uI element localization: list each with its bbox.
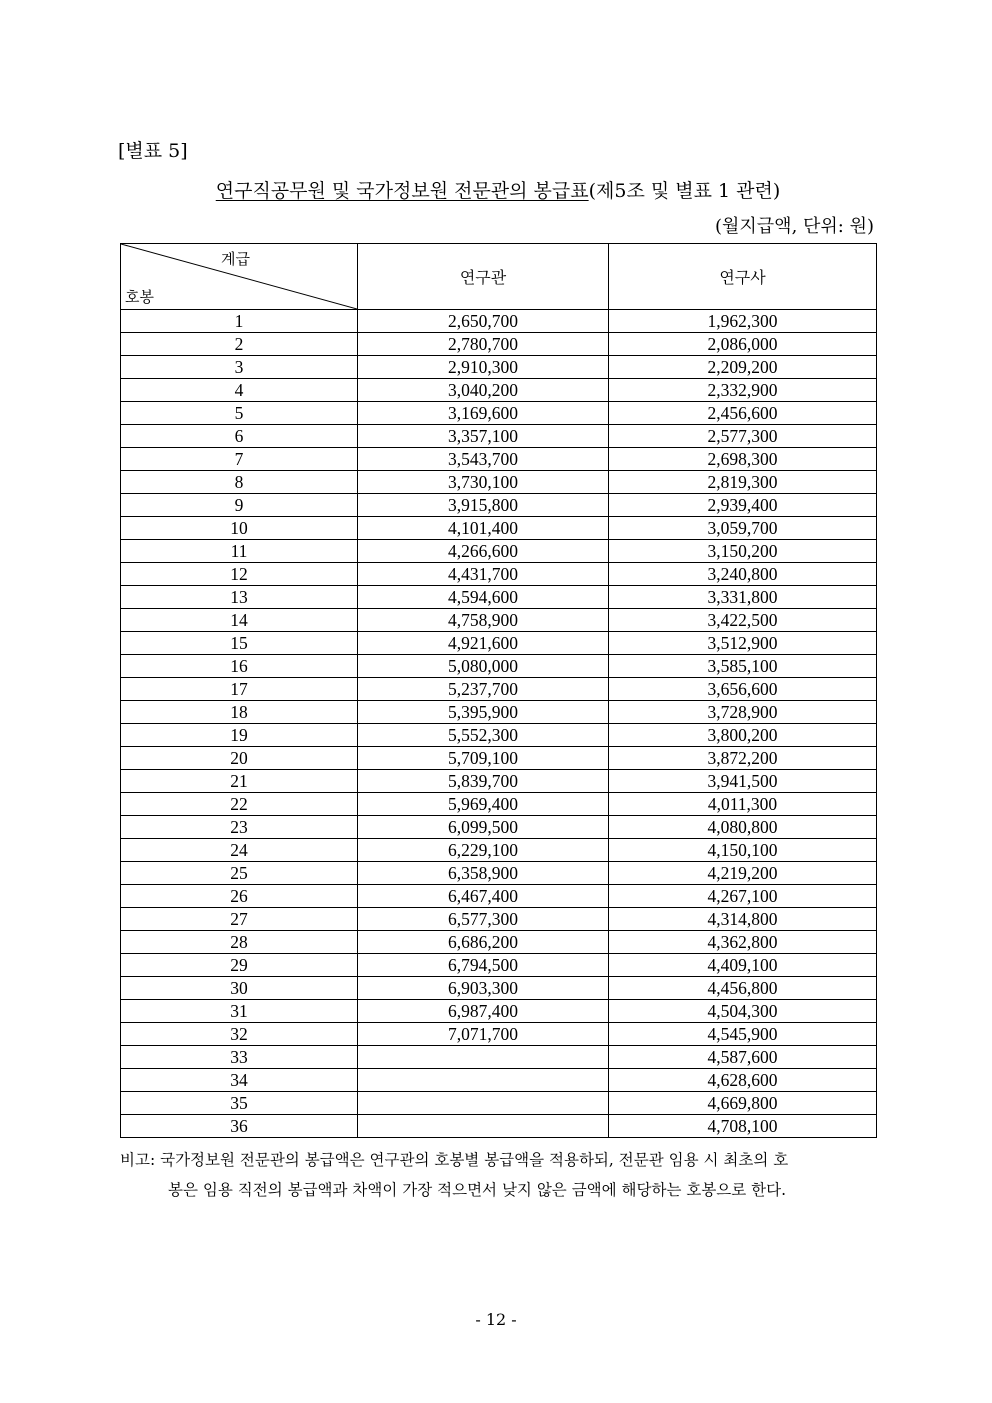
assistant-salary-cell: 4,628,600: [609, 1069, 877, 1092]
assistant-salary-cell: 4,708,100: [609, 1115, 877, 1138]
step-cell: 23: [121, 816, 358, 839]
table-row: [121, 1092, 877, 1115]
step-cell: 17: [121, 678, 358, 701]
table-row: [121, 494, 877, 517]
table-row: [121, 1000, 877, 1023]
table-row: [121, 977, 877, 1000]
assistant-salary-cell: 3,150,200: [609, 540, 877, 563]
researcher-salary-cell: [358, 1069, 609, 1092]
researcher-salary-cell: 3,040,200: [358, 379, 609, 402]
researcher-salary-cell: 5,839,700: [358, 770, 609, 793]
step-cell: 4: [121, 379, 358, 402]
researcher-salary-cell: 6,577,300: [358, 908, 609, 931]
table-row: [121, 816, 877, 839]
researcher-salary-cell: 4,266,600: [358, 540, 609, 563]
table-row: [121, 609, 877, 632]
assistant-salary-cell: 2,819,300: [609, 471, 877, 494]
step-cell: 30: [121, 977, 358, 1000]
assistant-salary-cell: 4,587,600: [609, 1046, 877, 1069]
assistant-salary-cell: 3,585,100: [609, 655, 877, 678]
step-cell: 15: [121, 632, 358, 655]
researcher-salary-cell: 4,758,900: [358, 609, 609, 632]
assistant-salary-cell: 2,086,000: [609, 333, 877, 356]
table-row: [121, 655, 877, 678]
column-header-assistant: 연구사: [609, 244, 877, 310]
table-row: [121, 1023, 877, 1046]
assistant-salary-cell: 3,422,500: [609, 609, 877, 632]
table-row: [121, 517, 877, 540]
document-title: [120, 176, 876, 203]
researcher-salary-cell: 4,921,600: [358, 632, 609, 655]
table-row: [121, 931, 877, 954]
table-row: [121, 701, 877, 724]
assistant-salary-cell: 4,456,800: [609, 977, 877, 1000]
researcher-salary-cell: 3,357,100: [358, 425, 609, 448]
researcher-salary-cell: 6,903,300: [358, 977, 609, 1000]
researcher-salary-cell: 3,915,800: [358, 494, 609, 517]
step-cell: 6: [121, 425, 358, 448]
researcher-salary-cell: 2,650,700: [358, 310, 609, 333]
step-cell: 34: [121, 1069, 358, 1092]
table-row: [121, 379, 877, 402]
annex-label: [별표 5]: [118, 140, 188, 162]
researcher-salary-cell: 6,358,900: [358, 862, 609, 885]
researcher-salary-cell: 4,594,600: [358, 586, 609, 609]
step-cell: 19: [121, 724, 358, 747]
researcher-salary-cell: 6,987,400: [358, 1000, 609, 1023]
step-cell: 13: [121, 586, 358, 609]
step-cell: 12: [121, 563, 358, 586]
step-cell: 25: [121, 862, 358, 885]
salary-table: [120, 243, 877, 1138]
assistant-salary-cell: 2,332,900: [609, 379, 877, 402]
step-cell: 35: [121, 1092, 358, 1115]
assistant-salary-cell: 4,362,800: [609, 931, 877, 954]
assistant-salary-cell: 3,728,900: [609, 701, 877, 724]
assistant-salary-cell: 4,150,100: [609, 839, 877, 862]
table-row: [121, 908, 877, 931]
table-row: [121, 839, 877, 862]
researcher-salary-cell: 3,543,700: [358, 448, 609, 471]
step-cell: 8: [121, 471, 358, 494]
assistant-salary-cell: 4,267,100: [609, 885, 877, 908]
table-row: [121, 425, 877, 448]
assistant-salary-cell: 2,939,400: [609, 494, 877, 517]
researcher-salary-cell: 4,431,700: [358, 563, 609, 586]
assistant-salary-cell: 3,941,500: [609, 770, 877, 793]
page-number: - 12 -: [475, 1310, 517, 1329]
remark-line-2: 봉은 임용 직전의 봉급액과 차액이 가장 적으면서 낮지 않은 금액에 해당하는 호봉으로 한다.: [168, 1181, 787, 1199]
table-row: [121, 540, 877, 563]
assistant-salary-cell: 3,059,700: [609, 517, 877, 540]
assistant-salary-cell: 4,011,300: [609, 793, 877, 816]
grade-label: 계급: [221, 250, 250, 268]
step-cell: 31: [121, 1000, 358, 1023]
table-row: [121, 563, 877, 586]
table-row: [121, 770, 877, 793]
table-row: [121, 356, 877, 379]
researcher-salary-cell: [358, 1046, 609, 1069]
researcher-salary-cell: 4,101,400: [358, 517, 609, 540]
table-row: [121, 1069, 877, 1092]
assistant-salary-cell: 2,209,200: [609, 356, 877, 379]
step-cell: 29: [121, 954, 358, 977]
step-cell: 22: [121, 793, 358, 816]
researcher-salary-cell: 6,794,500: [358, 954, 609, 977]
table-header-row: [121, 244, 877, 310]
table-row: [121, 471, 877, 494]
step-cell: 5: [121, 402, 358, 425]
researcher-salary-cell: 5,080,000: [358, 655, 609, 678]
step-cell: 18: [121, 701, 358, 724]
table-row: [121, 333, 877, 356]
diagonal-header-cell: [121, 244, 358, 310]
assistant-salary-cell: 4,314,800: [609, 908, 877, 931]
researcher-salary-cell: 5,709,100: [358, 747, 609, 770]
step-cell: 1: [121, 310, 358, 333]
step-cell: 32: [121, 1023, 358, 1046]
assistant-salary-cell: 1,962,300: [609, 310, 877, 333]
step-cell: 33: [121, 1046, 358, 1069]
assistant-salary-cell: 2,698,300: [609, 448, 877, 471]
assistant-salary-cell: 4,545,900: [609, 1023, 877, 1046]
assistant-salary-cell: 2,577,300: [609, 425, 877, 448]
researcher-salary-cell: 5,237,700: [358, 678, 609, 701]
assistant-salary-cell: 4,219,200: [609, 862, 877, 885]
assistant-salary-cell: 3,872,200: [609, 747, 877, 770]
step-cell: 11: [121, 540, 358, 563]
assistant-salary-cell: 4,669,800: [609, 1092, 877, 1115]
assistant-salary-cell: 4,409,100: [609, 954, 877, 977]
table-row: [121, 1115, 877, 1138]
step-cell: 7: [121, 448, 358, 471]
assistant-salary-cell: 3,800,200: [609, 724, 877, 747]
remark: [120, 1145, 876, 1205]
step-cell: 16: [121, 655, 358, 678]
assistant-salary-cell: 3,240,800: [609, 563, 877, 586]
step-cell: 36: [121, 1115, 358, 1138]
table-row: [121, 862, 877, 885]
table-row: [121, 954, 877, 977]
researcher-salary-cell: 6,099,500: [358, 816, 609, 839]
researcher-salary-cell: 5,395,900: [358, 701, 609, 724]
step-cell: 2: [121, 333, 358, 356]
step-cell: 9: [121, 494, 358, 517]
researcher-salary-cell: [358, 1092, 609, 1115]
researcher-salary-cell: 2,910,300: [358, 356, 609, 379]
step-cell: 3: [121, 356, 358, 379]
table-row: [121, 586, 877, 609]
assistant-salary-cell: 3,512,900: [609, 632, 877, 655]
step-cell: 20: [121, 747, 358, 770]
researcher-salary-cell: 3,730,100: [358, 471, 609, 494]
table-row: [121, 402, 877, 425]
unit-note: (월지급액, 단위: 원): [715, 216, 874, 237]
researcher-salary-cell: 6,686,200: [358, 931, 609, 954]
assistant-salary-cell: 2,456,600: [609, 402, 877, 425]
step-cell: 10: [121, 517, 358, 540]
table-row: [121, 678, 877, 701]
step-cell: 24: [121, 839, 358, 862]
step-label: 호봉: [125, 288, 154, 306]
researcher-salary-cell: 6,229,100: [358, 839, 609, 862]
table-row: [121, 724, 877, 747]
table-row: [121, 632, 877, 655]
assistant-salary-cell: 4,504,300: [609, 1000, 877, 1023]
step-cell: 21: [121, 770, 358, 793]
title-suffix: (제5조 및 별표 1 관련): [588, 180, 781, 202]
researcher-salary-cell: [358, 1115, 609, 1138]
researcher-salary-cell: 5,969,400: [358, 793, 609, 816]
researcher-salary-cell: 6,467,400: [358, 885, 609, 908]
column-header-researcher: 연구관: [358, 244, 609, 310]
title-main: 연구직공무원 및 국가정보원 전문관의 봉급표: [215, 180, 589, 202]
researcher-salary-cell: 7,071,700: [358, 1023, 609, 1046]
step-cell: 26: [121, 885, 358, 908]
table-row: [121, 1046, 877, 1069]
researcher-salary-cell: 3,169,600: [358, 402, 609, 425]
step-cell: 27: [121, 908, 358, 931]
assistant-salary-cell: 3,656,600: [609, 678, 877, 701]
table-row: [121, 793, 877, 816]
table-row: [121, 448, 877, 471]
researcher-salary-cell: 5,552,300: [358, 724, 609, 747]
table-row: [121, 747, 877, 770]
assistant-salary-cell: 3,331,800: [609, 586, 877, 609]
step-cell: 28: [121, 931, 358, 954]
table-row: [121, 310, 877, 333]
assistant-salary-cell: 4,080,800: [609, 816, 877, 839]
step-cell: 14: [121, 609, 358, 632]
table-row: [121, 885, 877, 908]
remark-line-1: 비고: 국가정보원 전문관의 봉급액은 연구관의 호봉별 봉급액을 적용하되, 전문관 임용 시 최초의 호: [120, 1151, 789, 1169]
researcher-salary-cell: 2,780,700: [358, 333, 609, 356]
salary-table-body: [121, 310, 877, 1138]
